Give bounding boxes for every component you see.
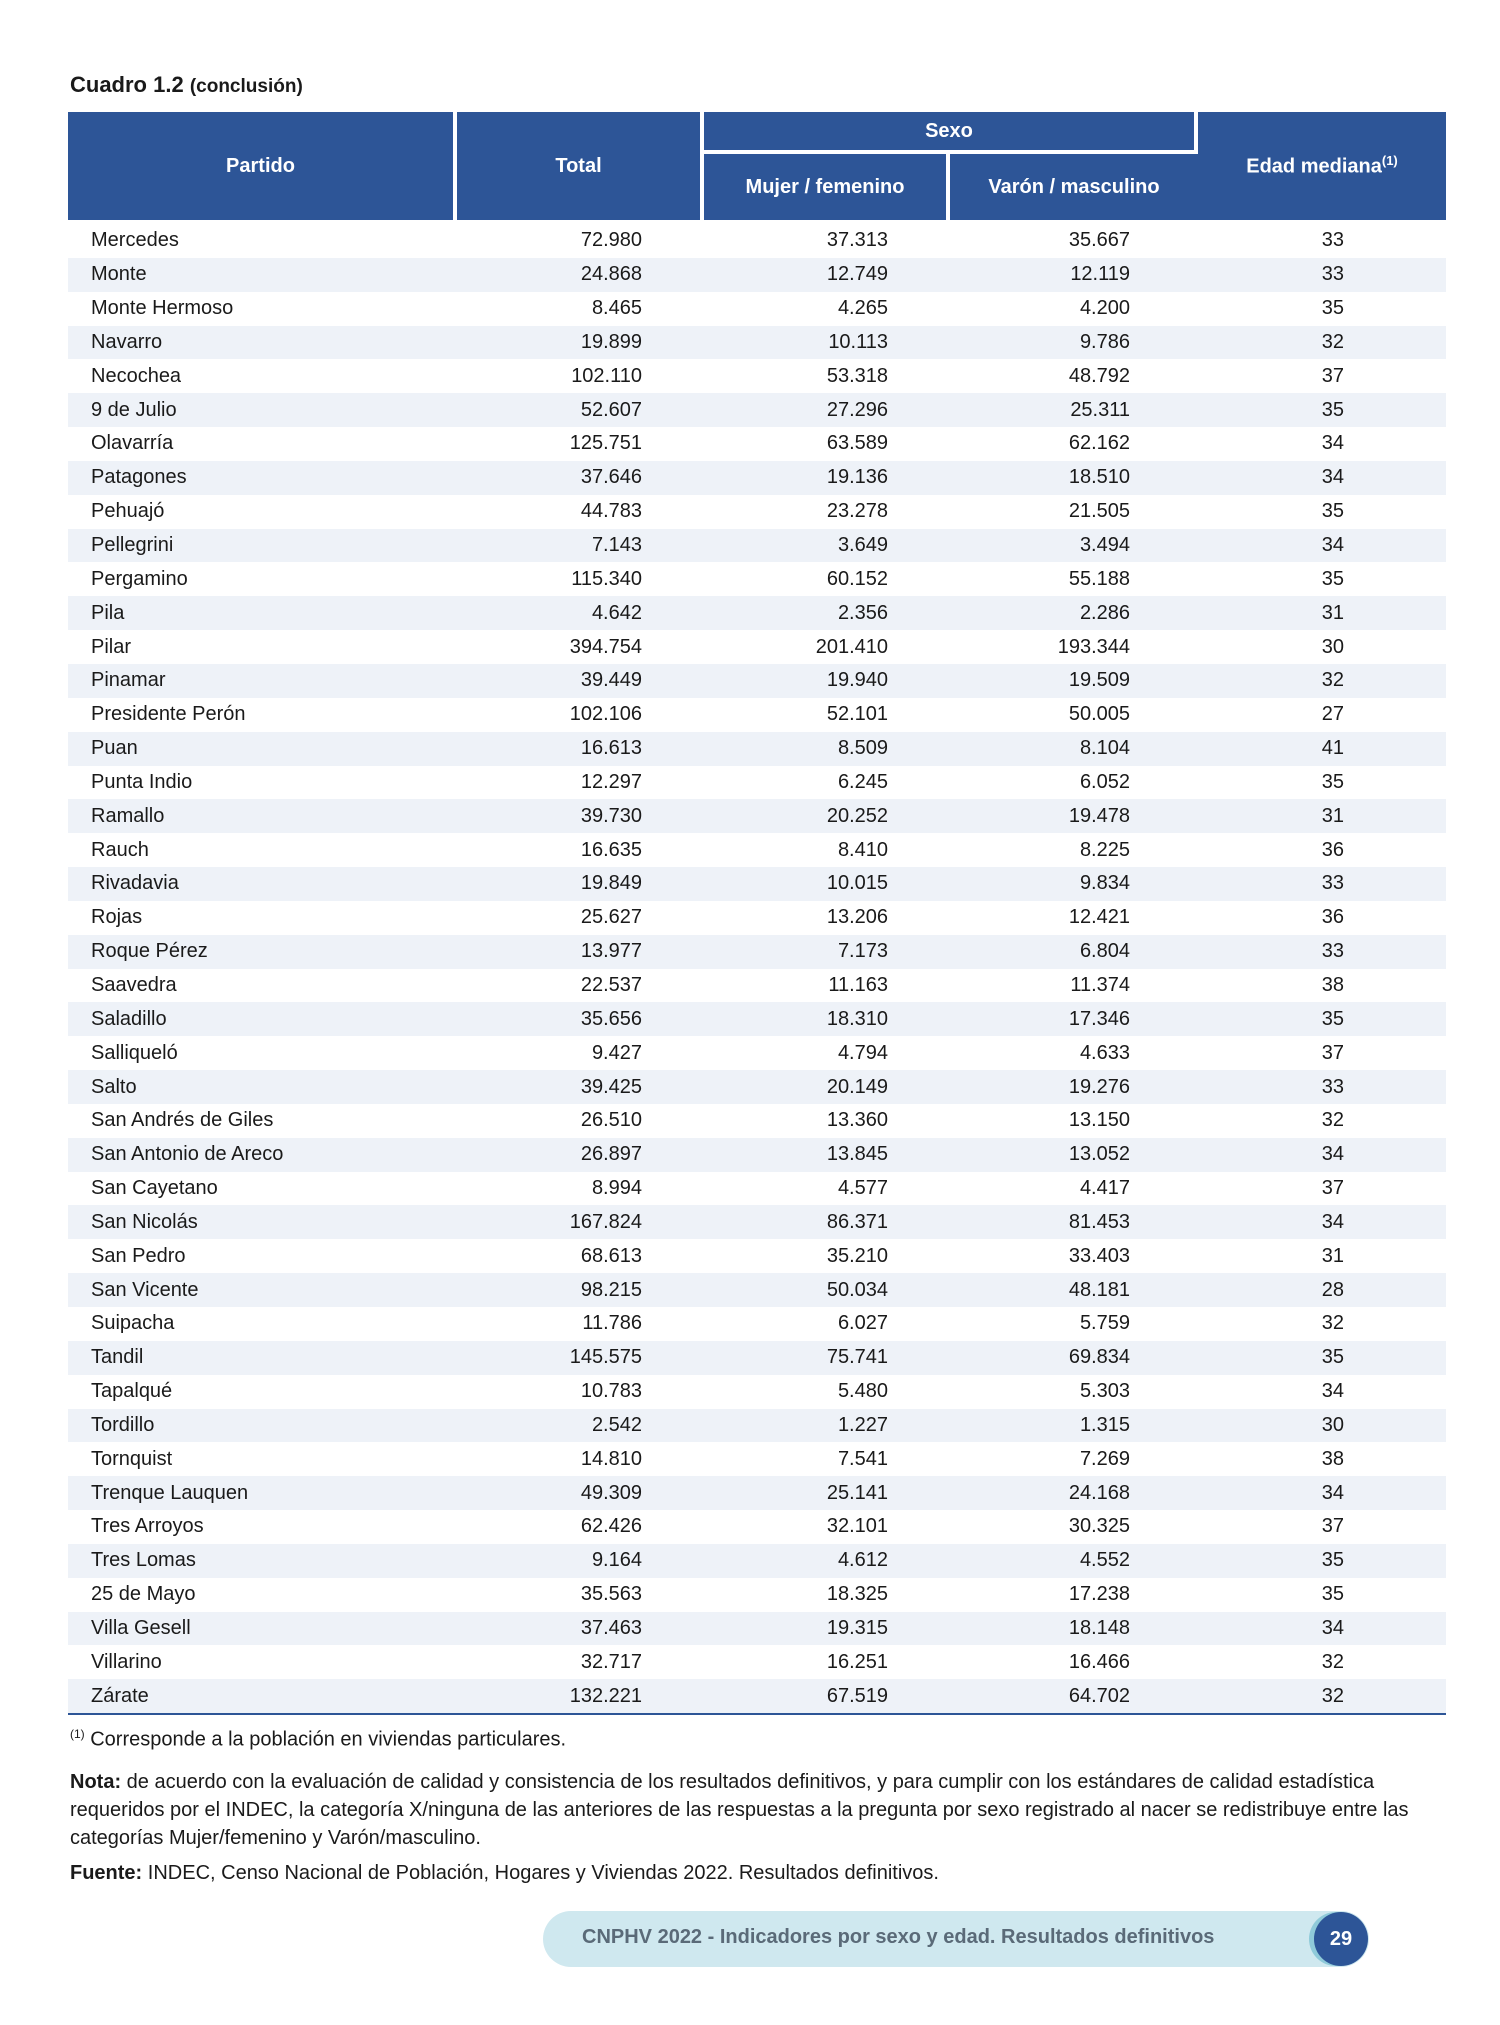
table-row bbox=[68, 698, 1446, 732]
cell-partido: Roque Pérez bbox=[68, 935, 457, 969]
cell-partido: Villarino bbox=[91, 1650, 162, 1673]
cell-edad: 35 bbox=[1321, 297, 1344, 320]
cell-edad: 31 bbox=[1198, 799, 1446, 833]
cell-partido: San Andrés de Giles bbox=[91, 1109, 274, 1132]
cell-partido: Saavedra bbox=[91, 973, 177, 996]
table-title-main: Cuadro 1.2 bbox=[70, 72, 184, 97]
cell-total: 13.977 bbox=[457, 935, 704, 969]
cell-varon: 9.834 bbox=[950, 867, 1198, 901]
cell-mujer: 16.251 bbox=[826, 1650, 888, 1673]
cell-partido: San Pedro bbox=[91, 1244, 186, 1267]
table-row bbox=[68, 1612, 1446, 1646]
cell-partido: Monte Hermoso bbox=[91, 297, 234, 320]
cell-total: 10.783 bbox=[580, 1380, 642, 1403]
cell-total: 125.751 bbox=[569, 432, 642, 455]
cell-edad: 31 bbox=[1198, 596, 1446, 630]
cell-mujer: 12.749 bbox=[704, 258, 950, 292]
table-row bbox=[68, 1138, 1446, 1172]
cell-partido: Tornquist bbox=[91, 1447, 173, 1470]
cell-varon: 6.052 bbox=[1079, 770, 1130, 793]
cell-varon: 17.346 bbox=[950, 1002, 1198, 1036]
cell-edad: 33 bbox=[1198, 867, 1446, 901]
cell-varon: 21.505 bbox=[1068, 500, 1130, 523]
cell-partido: Olavarría bbox=[91, 432, 174, 455]
table-row bbox=[68, 969, 1446, 1003]
cell-total: 167.824 bbox=[457, 1205, 704, 1239]
table-row bbox=[68, 562, 1446, 596]
cell-varon: 50.005 bbox=[1068, 703, 1130, 726]
cell-partido: Villa Gesell bbox=[68, 1612, 457, 1646]
cell-varon: 48.181 bbox=[950, 1273, 1198, 1307]
table-row bbox=[68, 1375, 1446, 1409]
cell-varon: 9.786 bbox=[950, 326, 1198, 360]
cell-mujer: 13.360 bbox=[826, 1109, 888, 1132]
cell-mujer: 18.325 bbox=[826, 1583, 888, 1606]
cell-total: 19.899 bbox=[457, 326, 704, 360]
cell-total: 44.783 bbox=[580, 500, 642, 523]
cell-mujer: 27.296 bbox=[704, 393, 950, 427]
cell-total: 24.868 bbox=[457, 258, 704, 292]
cell-partido: San Cayetano bbox=[91, 1177, 218, 1200]
table-row bbox=[68, 1409, 1446, 1443]
table-row bbox=[68, 1205, 1446, 1239]
cell-mujer: 75.741 bbox=[704, 1341, 950, 1375]
cell-total: 37.646 bbox=[457, 461, 704, 495]
cell-partido: Pergamino bbox=[91, 567, 188, 590]
cell-mujer: 37.313 bbox=[826, 229, 888, 252]
page-number: 29 bbox=[1314, 1912, 1368, 1966]
table-row bbox=[68, 596, 1446, 630]
cell-partido: Tapalqué bbox=[91, 1380, 173, 1403]
cell-edad: 33 bbox=[1198, 935, 1446, 969]
cell-varon: 19.478 bbox=[950, 799, 1198, 833]
header-total: Total bbox=[457, 112, 704, 224]
cell-edad: 33 bbox=[1321, 229, 1344, 252]
cell-partido: Salliqueló bbox=[91, 1041, 178, 1064]
cell-mujer: 18.310 bbox=[704, 1002, 950, 1036]
cell-partido: Rivadavia bbox=[68, 867, 457, 901]
cell-varon: 33.403 bbox=[1068, 1244, 1130, 1267]
cell-partido: Rojas bbox=[91, 906, 143, 929]
cell-varon: 4.633 bbox=[1079, 1041, 1130, 1064]
table-row bbox=[68, 529, 1446, 563]
cell-varon: 16.466 bbox=[1068, 1650, 1130, 1673]
cell-edad: 32 bbox=[1321, 1650, 1344, 1673]
table-row bbox=[68, 1645, 1446, 1679]
cell-varon: 12.119 bbox=[950, 258, 1198, 292]
table-row bbox=[68, 1307, 1446, 1341]
header-sexo: Sexo bbox=[704, 112, 1198, 154]
cell-total: 98.215 bbox=[457, 1273, 704, 1307]
cell-edad: 32 bbox=[1198, 1679, 1446, 1715]
table-row bbox=[68, 1273, 1446, 1307]
cell-mujer: 60.152 bbox=[826, 567, 888, 590]
table-row bbox=[68, 1442, 1446, 1476]
header-varon: Varón / masculino bbox=[950, 154, 1198, 224]
cell-edad: 35 bbox=[1198, 1544, 1446, 1578]
table-row bbox=[68, 1510, 1446, 1544]
note-label: Nota: bbox=[70, 1771, 122, 1793]
cell-edad: 34 bbox=[1321, 1380, 1344, 1403]
table-row bbox=[68, 495, 1446, 529]
cell-mujer: 2.356 bbox=[704, 596, 950, 630]
cell-edad: 37 bbox=[1321, 1041, 1344, 1064]
cell-total: 7.143 bbox=[457, 529, 704, 563]
cell-edad: 35 bbox=[1321, 1583, 1344, 1606]
table-header bbox=[68, 112, 1446, 224]
cell-mujer: 4.612 bbox=[704, 1544, 950, 1578]
cell-partido: Salto bbox=[68, 1070, 457, 1104]
table-row bbox=[68, 867, 1446, 901]
cell-mujer: 8.509 bbox=[704, 732, 950, 766]
cell-mujer: 86.371 bbox=[704, 1205, 950, 1239]
cell-total: 62.426 bbox=[580, 1515, 642, 1538]
cell-edad: 41 bbox=[1198, 732, 1446, 766]
cell-varon: 4.552 bbox=[950, 1544, 1198, 1578]
cell-mujer: 63.589 bbox=[826, 432, 888, 455]
cell-edad: 34 bbox=[1198, 529, 1446, 563]
cell-partido: San Antonio de Areco bbox=[68, 1138, 457, 1172]
cell-edad: 30 bbox=[1198, 1409, 1446, 1443]
cell-partido: San Nicolás bbox=[68, 1205, 457, 1239]
footer-text: CNPHV 2022 - Indicadores por sexo y edad. Resultados definitivos bbox=[582, 1926, 1215, 1948]
cell-partido: Suipacha bbox=[91, 1312, 175, 1335]
cell-partido: Pinamar bbox=[68, 664, 457, 698]
cell-total: 52.607 bbox=[457, 393, 704, 427]
cell-partido: San Vicente bbox=[68, 1273, 457, 1307]
table-row bbox=[68, 1544, 1446, 1578]
cell-total: 16.613 bbox=[457, 732, 704, 766]
cell-total: 26.897 bbox=[457, 1138, 704, 1172]
cell-total: 9.164 bbox=[457, 1544, 704, 1578]
cell-total: 35.563 bbox=[580, 1583, 642, 1606]
cell-edad: 34 bbox=[1321, 432, 1344, 455]
cell-partido: Ramallo bbox=[68, 799, 457, 833]
cell-varon: 18.510 bbox=[950, 461, 1198, 495]
cell-mujer: 4.794 bbox=[837, 1041, 888, 1064]
cell-edad: 31 bbox=[1321, 1244, 1344, 1267]
cell-partido: Pila bbox=[68, 596, 457, 630]
cell-total: 132.221 bbox=[457, 1679, 704, 1715]
cell-varon: 24.168 bbox=[950, 1476, 1198, 1510]
cell-varon: 35.667 bbox=[1068, 229, 1130, 252]
footnote-text: Corresponde a la población en viviendas particulares. bbox=[90, 1728, 567, 1751]
cell-edad: 32 bbox=[1198, 326, 1446, 360]
cell-total: 14.810 bbox=[580, 1447, 642, 1470]
cell-mujer: 53.318 bbox=[826, 364, 888, 387]
cell-partido: Punta Indio bbox=[91, 770, 193, 793]
cell-partido: Pellegrini bbox=[68, 529, 457, 563]
cell-edad: 35 bbox=[1198, 393, 1446, 427]
cell-edad: 34 bbox=[1198, 1476, 1446, 1510]
cell-mujer: 5.480 bbox=[837, 1380, 888, 1403]
cell-edad: 38 bbox=[1321, 973, 1344, 996]
cell-mujer: 19.940 bbox=[704, 664, 950, 698]
cell-total: 102.110 bbox=[571, 364, 642, 387]
cell-partido: Necochea bbox=[91, 364, 182, 387]
cell-varon: 4.200 bbox=[1079, 297, 1130, 320]
cell-total: 2.542 bbox=[457, 1409, 704, 1443]
cell-mujer: 19.315 bbox=[704, 1612, 950, 1646]
header-edad-footnote-mark: (1) bbox=[1381, 153, 1398, 169]
cell-edad: 34 bbox=[1198, 461, 1446, 495]
cell-partido: Tordillo bbox=[68, 1409, 457, 1443]
table-title-sub: (conclusión) bbox=[189, 76, 303, 97]
cell-partido: Zárate bbox=[68, 1679, 457, 1715]
cell-mujer: 7.173 bbox=[704, 935, 950, 969]
cell-total: 37.463 bbox=[457, 1612, 704, 1646]
cell-total: 19.849 bbox=[457, 867, 704, 901]
cell-edad: 32 bbox=[1321, 1312, 1344, 1335]
table-row bbox=[68, 1679, 1446, 1715]
cell-partido: Presidente Perón bbox=[91, 703, 246, 726]
cell-partido: Patagones bbox=[68, 461, 457, 495]
cell-total: 11.786 bbox=[582, 1312, 642, 1335]
cell-mujer: 13.845 bbox=[704, 1138, 950, 1172]
cell-total: 16.635 bbox=[580, 838, 642, 861]
cell-edad: 35 bbox=[1321, 770, 1344, 793]
cell-partido: Saladillo bbox=[68, 1002, 457, 1036]
cell-total: 25.627 bbox=[580, 906, 642, 929]
cell-mujer: 7.541 bbox=[837, 1447, 888, 1470]
cell-partido: Monte bbox=[68, 258, 457, 292]
cell-mujer: 3.649 bbox=[704, 529, 950, 563]
cell-varon: 19.276 bbox=[950, 1070, 1198, 1104]
table-row bbox=[68, 833, 1446, 867]
cell-total: 26.510 bbox=[580, 1109, 642, 1132]
header-edad-mediana bbox=[1198, 112, 1446, 224]
cell-edad: 35 bbox=[1321, 500, 1344, 523]
table-title bbox=[70, 72, 303, 98]
cell-total: 145.575 bbox=[457, 1341, 704, 1375]
cell-edad: 27 bbox=[1321, 703, 1344, 726]
table-row bbox=[68, 427, 1446, 461]
cell-varon: 193.344 bbox=[1057, 635, 1130, 658]
census-table bbox=[68, 112, 1446, 1715]
cell-edad: 32 bbox=[1198, 664, 1446, 698]
cell-partido: Pehuajó bbox=[91, 500, 165, 523]
cell-edad: 30 bbox=[1321, 635, 1344, 658]
cell-edad: 36 bbox=[1321, 906, 1344, 929]
cell-varon: 5.759 bbox=[1079, 1312, 1130, 1335]
table-row bbox=[68, 292, 1446, 326]
cell-mujer: 10.015 bbox=[704, 867, 950, 901]
cell-mujer: 35.210 bbox=[826, 1244, 888, 1267]
cell-mujer: 10.113 bbox=[704, 326, 950, 360]
table-row bbox=[68, 799, 1446, 833]
cell-total: 8.994 bbox=[591, 1177, 642, 1200]
cell-varon: 8.225 bbox=[1079, 838, 1130, 861]
cell-total: 39.730 bbox=[457, 799, 704, 833]
cell-total: 68.613 bbox=[580, 1244, 642, 1267]
cell-edad: 37 bbox=[1321, 364, 1344, 387]
cell-partido: Puan bbox=[68, 732, 457, 766]
cell-partido: Tandil bbox=[68, 1341, 457, 1375]
cell-total: 39.449 bbox=[457, 664, 704, 698]
cell-mujer: 6.245 bbox=[837, 770, 888, 793]
cell-total: 22.537 bbox=[580, 973, 642, 996]
table-row bbox=[68, 461, 1446, 495]
cell-varon: 11.374 bbox=[1070, 973, 1130, 996]
cell-total: 9.427 bbox=[591, 1041, 642, 1064]
note bbox=[70, 1768, 1450, 1852]
header-edad-label: Edad mediana bbox=[1246, 155, 1382, 178]
cell-partido: 9 de Julio bbox=[68, 393, 457, 427]
table-row bbox=[68, 1036, 1446, 1070]
cell-varon: 12.421 bbox=[1068, 906, 1130, 929]
cell-mujer: 8.410 bbox=[837, 838, 888, 861]
cell-varon: 18.148 bbox=[950, 1612, 1198, 1646]
header-partido: Partido bbox=[68, 112, 457, 224]
cell-edad: 37 bbox=[1321, 1515, 1344, 1538]
cell-varon: 7.269 bbox=[1079, 1447, 1130, 1470]
table-row bbox=[68, 1172, 1446, 1206]
cell-varon: 2.286 bbox=[950, 596, 1198, 630]
cell-mujer: 67.519 bbox=[704, 1679, 950, 1715]
table-row bbox=[68, 393, 1446, 427]
cell-mujer: 6.027 bbox=[837, 1312, 888, 1335]
cell-varon: 6.804 bbox=[950, 935, 1198, 969]
source-label: Fuente: bbox=[70, 1862, 143, 1884]
table-row bbox=[68, 732, 1446, 766]
cell-varon: 62.162 bbox=[1068, 432, 1130, 455]
cell-partido: Navarro bbox=[68, 326, 457, 360]
cell-total: 12.297 bbox=[580, 770, 642, 793]
footnote bbox=[70, 1727, 566, 1752]
cell-varon: 13.052 bbox=[950, 1138, 1198, 1172]
cell-mujer: 20.252 bbox=[704, 799, 950, 833]
cell-varon: 13.150 bbox=[1068, 1109, 1130, 1132]
cell-varon: 30.325 bbox=[1068, 1515, 1130, 1538]
cell-total: 49.309 bbox=[457, 1476, 704, 1510]
cell-mujer: 201.410 bbox=[815, 635, 888, 658]
cell-edad: 37 bbox=[1321, 1177, 1344, 1200]
table-row bbox=[68, 630, 1446, 664]
cell-edad: 34 bbox=[1198, 1138, 1446, 1172]
cell-mujer: 50.034 bbox=[704, 1273, 950, 1307]
note-text: de acuerdo con la evaluación de calidad y consistencia de los resultados definitivos, y para cumplir con los estándares de calidad estadística requeridos por el INDEC, la categoría X/ninguna de las anteriores de las respuestas a la pregunta por sexo registrado al nacer se redistribuye entre las categorías Mujer/femenino y Varón/masculino. bbox=[70, 1771, 1409, 1849]
cell-partido: Pilar bbox=[91, 635, 132, 658]
cell-mujer: 1.227 bbox=[704, 1409, 950, 1443]
cell-edad: 33 bbox=[1198, 258, 1446, 292]
table-row bbox=[68, 1341, 1446, 1375]
source bbox=[70, 1862, 939, 1885]
table-row bbox=[68, 258, 1446, 292]
cell-varon: 3.494 bbox=[950, 529, 1198, 563]
cell-mujer: 4.577 bbox=[837, 1177, 888, 1200]
table-row bbox=[68, 1476, 1446, 1510]
table-row bbox=[68, 1239, 1446, 1273]
cell-edad: 34 bbox=[1198, 1205, 1446, 1239]
cell-edad: 35 bbox=[1198, 1341, 1446, 1375]
cell-varon: 55.188 bbox=[1068, 567, 1130, 590]
cell-mujer: 23.278 bbox=[826, 500, 888, 523]
cell-mujer: 25.141 bbox=[704, 1476, 950, 1510]
cell-total: 35.656 bbox=[457, 1002, 704, 1036]
table-row bbox=[68, 1002, 1446, 1036]
cell-varon: 5.303 bbox=[1079, 1380, 1130, 1403]
table-row bbox=[68, 935, 1446, 969]
cell-edad: 34 bbox=[1198, 1612, 1446, 1646]
cell-mujer: 4.265 bbox=[837, 297, 888, 320]
cell-edad: 38 bbox=[1321, 1447, 1344, 1470]
cell-total: 115.340 bbox=[571, 567, 642, 590]
header-mujer: Mujer / femenino bbox=[704, 154, 950, 224]
cell-mujer: 32.101 bbox=[826, 1515, 888, 1538]
cell-partido: Tres Lomas bbox=[68, 1544, 457, 1578]
cell-partido: Mercedes bbox=[91, 229, 179, 252]
cell-varon: 4.417 bbox=[1079, 1177, 1130, 1200]
cell-varon: 69.834 bbox=[950, 1341, 1198, 1375]
cell-varon: 8.104 bbox=[950, 732, 1198, 766]
cell-partido: Tres Arroyos bbox=[91, 1515, 204, 1538]
cell-mujer: 19.136 bbox=[704, 461, 950, 495]
footnote-mark: (1) bbox=[70, 1727, 85, 1741]
cell-varon: 19.509 bbox=[950, 664, 1198, 698]
cell-mujer: 11.163 bbox=[828, 973, 888, 996]
cell-total: 102.106 bbox=[569, 703, 642, 726]
cell-total: 394.754 bbox=[569, 635, 642, 658]
cell-edad: 36 bbox=[1321, 838, 1344, 861]
table-row bbox=[68, 1578, 1446, 1612]
table-row bbox=[68, 359, 1446, 393]
table-row bbox=[68, 1070, 1446, 1104]
cell-varon: 81.453 bbox=[950, 1205, 1198, 1239]
cell-edad: 35 bbox=[1321, 567, 1344, 590]
cell-varon: 1.315 bbox=[950, 1409, 1198, 1443]
cell-partido: 25 de Mayo bbox=[91, 1583, 196, 1606]
table-row bbox=[68, 224, 1446, 258]
source-text: INDEC, Censo Nacional de Población, Hogares y Viviendas 2022. Resultados definitivos. bbox=[147, 1862, 939, 1884]
cell-varon: 17.238 bbox=[1068, 1583, 1130, 1606]
cell-edad: 28 bbox=[1198, 1273, 1446, 1307]
cell-edad: 35 bbox=[1198, 1002, 1446, 1036]
table-row bbox=[68, 901, 1446, 935]
cell-total: 4.642 bbox=[457, 596, 704, 630]
cell-edad: 33 bbox=[1198, 1070, 1446, 1104]
table-row bbox=[68, 766, 1446, 800]
cell-mujer: 20.149 bbox=[704, 1070, 950, 1104]
table-body bbox=[68, 224, 1446, 1715]
cell-partido: Rauch bbox=[91, 838, 149, 861]
cell-total: 72.980 bbox=[580, 229, 642, 252]
cell-edad: 32 bbox=[1321, 1109, 1344, 1132]
cell-mujer: 13.206 bbox=[826, 906, 888, 929]
cell-varon: 48.792 bbox=[1068, 364, 1130, 387]
table-row bbox=[68, 1104, 1446, 1138]
cell-varon: 25.311 bbox=[950, 393, 1198, 427]
cell-total: 39.425 bbox=[457, 1070, 704, 1104]
cell-partido: Trenque Lauquen bbox=[68, 1476, 457, 1510]
cell-mujer: 52.101 bbox=[826, 703, 888, 726]
table-row bbox=[68, 326, 1446, 360]
table-row bbox=[68, 664, 1446, 698]
cell-total: 8.465 bbox=[591, 297, 642, 320]
cell-total: 32.717 bbox=[580, 1650, 642, 1673]
cell-varon: 64.702 bbox=[950, 1679, 1198, 1715]
